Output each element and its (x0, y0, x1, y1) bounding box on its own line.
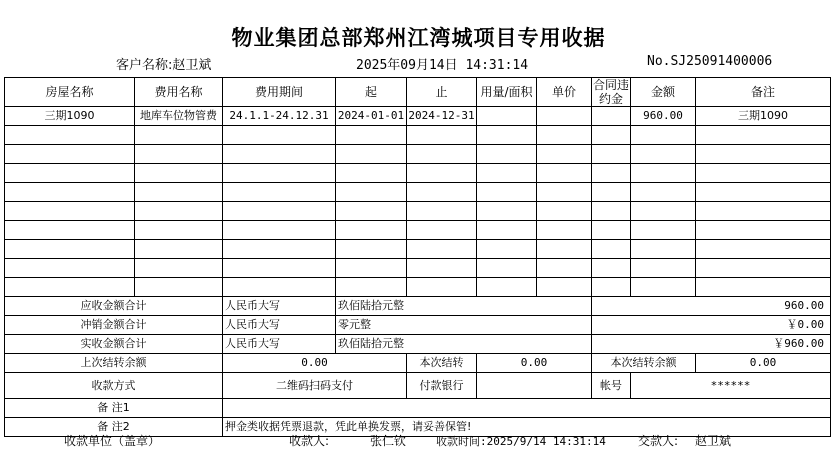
receipt-title: 物业集团总部郑州江湾城项目专用收据 (231, 25, 606, 50)
payer-bank-value (477, 373, 592, 399)
payment-time: 收款时间:2025/9/14 14:31:14 (436, 435, 606, 448)
empty-row (5, 202, 831, 221)
cell-fee-name: 地库车位物管费 (135, 107, 223, 126)
summary-rmb: 人民币大写 (223, 316, 336, 335)
summary-row-writeoff (5, 316, 831, 335)
account-value: ****** (631, 373, 831, 399)
empty-row (5, 126, 831, 145)
col-header: 备注 (696, 78, 831, 107)
receipt-number: No.SJ25091400006 (647, 54, 773, 69)
col-header: 金额 (631, 78, 696, 107)
payee-name: 张仁钦 (370, 434, 407, 448)
empty-row (5, 240, 831, 259)
cell-price (537, 107, 592, 126)
summary-label: 实收金额合计 (5, 335, 223, 354)
table-header-row (5, 78, 831, 107)
receipt-datetime: 2025年09月14日 14:31:14 (356, 58, 529, 73)
this-carry-value: 0.00 (477, 354, 592, 373)
cell-penalty (592, 107, 631, 126)
summary-label: 冲销金额合计 (5, 316, 223, 335)
summary-rmb: 人民币大写 (223, 335, 336, 354)
note2-value: 押金类收据凭票退款，凭此单换发票，请妥善保管! (223, 418, 831, 437)
col-header: 费用名称 (135, 78, 223, 107)
payment-method-value: 二维码扫码支付 (223, 373, 407, 399)
summary-words: 玖佰陆拾元整 (336, 335, 592, 354)
note1-label: 备 注1 (5, 399, 223, 418)
col-header: 合同违约金 (592, 78, 629, 106)
account-label: 帐号 (592, 373, 631, 399)
receipt-table (4, 77, 831, 437)
table-row (5, 107, 831, 126)
note2-label: 备 注2 (5, 418, 223, 437)
summary-rmb: 人民币大写 (223, 297, 336, 316)
note1-row (5, 399, 831, 418)
empty-row (5, 259, 831, 278)
summary-row-received (5, 335, 831, 354)
empty-row (5, 183, 831, 202)
col-header: 单价 (537, 78, 592, 107)
payer-name: 赵卫斌 (695, 434, 732, 448)
this-carry-label: 本次结转 (407, 354, 477, 373)
payee-label: 收款人: (289, 434, 330, 448)
balance-row (5, 354, 831, 373)
empty-row (5, 221, 831, 240)
cell-amount: 960.00 (631, 107, 696, 126)
payer-bank-label: 付款银行 (407, 373, 477, 399)
empty-row (5, 145, 831, 164)
summary-amount: ￥0.00 (592, 316, 831, 335)
cell-house: 三期1090 (5, 107, 135, 126)
note1-value (223, 399, 831, 418)
cell-start: 2024-01-01 (336, 107, 407, 126)
payment-method-label: 收款方式 (5, 373, 223, 399)
this-balance-value: 0.00 (696, 354, 831, 373)
summary-row-receivable (5, 297, 831, 316)
summary-amount: ￥960.00 (592, 335, 831, 354)
col-header: 止 (407, 78, 477, 107)
summary-words: 玖佰陆拾元整 (336, 297, 592, 316)
summary-amount: 960.00 (592, 297, 831, 316)
customer-name: 客户名称:赵卫斌 (116, 58, 212, 73)
last-balance-label: 上次结转余额 (5, 354, 223, 373)
col-header: 起 (336, 78, 407, 107)
empty-row (5, 278, 831, 297)
cell-remark: 三期1090 (696, 107, 831, 126)
cell-usage (477, 107, 537, 126)
summary-words: 零元整 (336, 316, 592, 335)
empty-row (5, 164, 831, 183)
this-balance-label: 本次结转余额 (592, 354, 696, 373)
last-balance-value: 0.00 (223, 354, 407, 373)
payment-row (5, 373, 831, 399)
col-header: 用量/面积 (477, 78, 537, 107)
col-header: 房屋名称 (5, 78, 135, 107)
collecting-unit: 收款单位（盖章） (64, 434, 161, 448)
cell-period: 24.1.1-24.12.31 (223, 107, 336, 126)
summary-label: 应收金额合计 (5, 297, 223, 316)
col-header: 费用期间 (223, 78, 336, 107)
cell-end: 2024-12-31 (407, 107, 477, 126)
payer-label: 交款人: (638, 434, 679, 448)
